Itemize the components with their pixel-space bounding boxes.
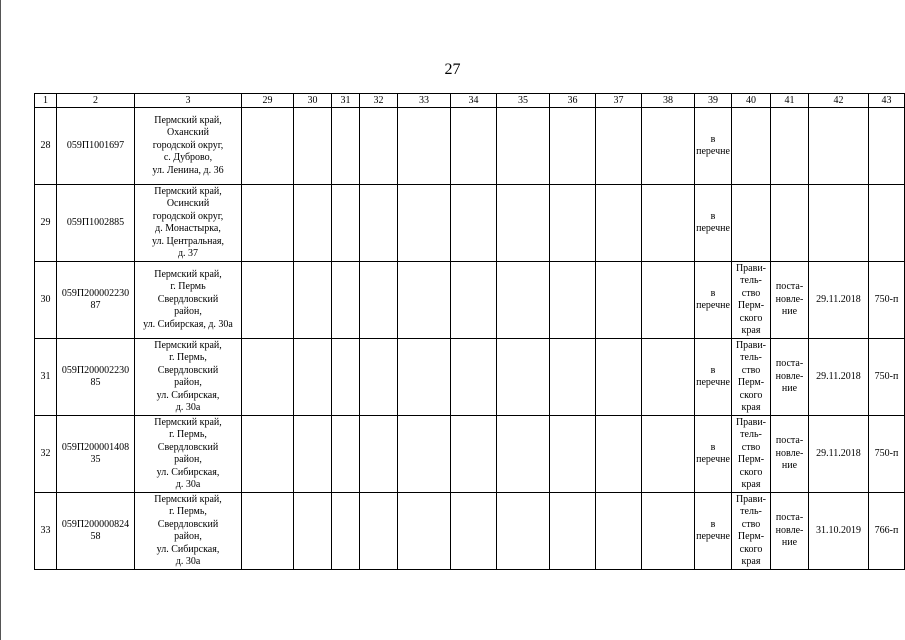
object-code-cell: 059П200001408 35 <box>57 416 135 493</box>
empty-cell <box>451 108 497 185</box>
document-number-cell: 750-п <box>869 416 905 493</box>
document-date-cell: 31.10.2019 <box>809 493 869 570</box>
document-date-cell <box>809 108 869 185</box>
empty-cell <box>642 339 695 416</box>
empty-cell <box>642 108 695 185</box>
address-cell: Пермский край, г. Пермь, Свердловский район, ул. Сибирская, д. 30а <box>135 416 242 493</box>
column-header: 29 <box>242 94 294 108</box>
table-row <box>35 185 905 262</box>
empty-cell <box>242 493 294 570</box>
document-type-cell: поста- новле- ние <box>771 262 809 339</box>
table-row <box>35 493 905 570</box>
column-header: 32 <box>360 94 398 108</box>
list-status-cell: в перечне <box>695 339 732 416</box>
empty-cell <box>497 185 550 262</box>
document-date-cell: 29.11.2018 <box>809 416 869 493</box>
column-header: 35 <box>497 94 550 108</box>
empty-cell <box>294 493 332 570</box>
empty-cell <box>332 108 360 185</box>
row-number-cell: 31 <box>35 339 57 416</box>
empty-cell <box>242 262 294 339</box>
column-header: 34 <box>451 94 497 108</box>
empty-cell <box>398 339 451 416</box>
header-row <box>35 94 905 108</box>
empty-cell <box>332 416 360 493</box>
empty-cell <box>360 416 398 493</box>
document-type-cell: поста- новле- ние <box>771 493 809 570</box>
registry-table <box>34 93 905 570</box>
table-row <box>35 416 905 493</box>
empty-cell <box>451 493 497 570</box>
issuing-body-cell: Прави- тель- ство Перм- ского края <box>732 493 771 570</box>
list-status-cell: в перечне <box>695 416 732 493</box>
empty-cell <box>550 493 596 570</box>
issuing-body-cell: Прави- тель- ство Перм- ского края <box>732 416 771 493</box>
empty-cell <box>398 262 451 339</box>
column-header: 30 <box>294 94 332 108</box>
empty-cell <box>596 108 642 185</box>
empty-cell <box>497 339 550 416</box>
address-cell: Пермский край, г. Пермь, Свердловский район, ул. Сибирская, д. 30а <box>135 339 242 416</box>
empty-cell <box>550 262 596 339</box>
empty-cell <box>550 108 596 185</box>
empty-cell <box>398 185 451 262</box>
document-number-cell: 750-п <box>869 339 905 416</box>
address-cell: Пермский край, Осинский городской округ, д. Монастырка, ул. Центральная, д. 37 <box>135 185 242 262</box>
empty-cell <box>294 416 332 493</box>
column-header: 31 <box>332 94 360 108</box>
object-code-cell: 059П200000824 58 <box>57 493 135 570</box>
object-code-cell: 059П1001697 <box>57 108 135 185</box>
address-cell: Пермский край, Оханский городской округ, с. Дуброво, ул. Ленина, д. 36 <box>135 108 242 185</box>
column-header: 2 <box>57 94 135 108</box>
list-status-cell: в перечне <box>695 262 732 339</box>
column-header: 33 <box>398 94 451 108</box>
column-header: 40 <box>732 94 771 108</box>
empty-cell <box>642 262 695 339</box>
empty-cell <box>451 416 497 493</box>
column-header: 37 <box>596 94 642 108</box>
issuing-body-cell <box>732 185 771 262</box>
empty-cell <box>596 416 642 493</box>
page-number: 27 <box>444 61 461 78</box>
issuing-body-cell: Прави- тель- ство Перм- ского края <box>732 262 771 339</box>
empty-cell <box>398 416 451 493</box>
row-number-cell: 32 <box>35 416 57 493</box>
empty-cell <box>332 339 360 416</box>
address-cell: Пермский край, г. Пермь, Свердловский район, ул. Сибирская, д. 30а <box>135 493 242 570</box>
empty-cell <box>642 185 695 262</box>
list-status-cell: в перечне <box>695 185 732 262</box>
issuing-body-cell: Прави- тель- ство Перм- ского края <box>732 339 771 416</box>
empty-cell <box>242 339 294 416</box>
object-code-cell: 059П200002230 85 <box>57 339 135 416</box>
empty-cell <box>332 185 360 262</box>
document-date-cell: 29.11.2018 <box>809 339 869 416</box>
column-header: 39 <box>695 94 732 108</box>
table-row <box>35 108 905 185</box>
empty-cell <box>360 493 398 570</box>
object-code-cell: 059П1002885 <box>57 185 135 262</box>
column-header: 1 <box>35 94 57 108</box>
empty-cell <box>242 108 294 185</box>
empty-cell <box>596 339 642 416</box>
page-left-border <box>0 0 1 640</box>
column-header: 41 <box>771 94 809 108</box>
empty-cell <box>398 493 451 570</box>
empty-cell <box>294 185 332 262</box>
list-status-cell: в перечне <box>695 493 732 570</box>
document-number-cell: 766-п <box>869 493 905 570</box>
empty-cell <box>642 416 695 493</box>
empty-cell <box>360 108 398 185</box>
document-type-cell <box>771 185 809 262</box>
empty-cell <box>550 416 596 493</box>
row-number-cell: 28 <box>35 108 57 185</box>
column-header: 3 <box>135 94 242 108</box>
empty-cell <box>294 262 332 339</box>
document-number-cell: 750-п <box>869 262 905 339</box>
empty-cell <box>497 416 550 493</box>
document-number-cell <box>869 185 905 262</box>
empty-cell <box>596 185 642 262</box>
empty-cell <box>642 493 695 570</box>
empty-cell <box>497 493 550 570</box>
empty-cell <box>294 108 332 185</box>
empty-cell <box>242 416 294 493</box>
document-date-cell <box>809 185 869 262</box>
column-header: 42 <box>809 94 869 108</box>
empty-cell <box>497 262 550 339</box>
empty-cell <box>332 262 360 339</box>
column-header: 36 <box>550 94 596 108</box>
document-type-cell: поста- новле- ние <box>771 339 809 416</box>
empty-cell <box>360 262 398 339</box>
column-header: 38 <box>642 94 695 108</box>
empty-cell <box>294 339 332 416</box>
column-header: 43 <box>869 94 905 108</box>
document-number-cell <box>869 108 905 185</box>
empty-cell <box>360 339 398 416</box>
empty-cell <box>360 185 398 262</box>
empty-cell <box>497 108 550 185</box>
table-row <box>35 262 905 339</box>
document-date-cell: 29.11.2018 <box>809 262 869 339</box>
empty-cell <box>451 185 497 262</box>
object-code-cell: 059П200002230 87 <box>57 262 135 339</box>
issuing-body-cell <box>732 108 771 185</box>
empty-cell <box>242 185 294 262</box>
row-number-cell: 33 <box>35 493 57 570</box>
row-number-cell: 30 <box>35 262 57 339</box>
document-type-cell <box>771 108 809 185</box>
list-status-cell: в перечне <box>695 108 732 185</box>
empty-cell <box>596 262 642 339</box>
empty-cell <box>550 339 596 416</box>
empty-cell <box>550 185 596 262</box>
empty-cell <box>596 493 642 570</box>
address-cell: Пермский край, г. Пермь Свердловский район, ул. Сибирская, д. 30а <box>135 262 242 339</box>
empty-cell <box>451 339 497 416</box>
row-number-cell: 29 <box>35 185 57 262</box>
empty-cell <box>398 108 451 185</box>
table-row <box>35 339 905 416</box>
empty-cell <box>451 262 497 339</box>
empty-cell <box>332 493 360 570</box>
document-type-cell: поста- новле- ние <box>771 416 809 493</box>
